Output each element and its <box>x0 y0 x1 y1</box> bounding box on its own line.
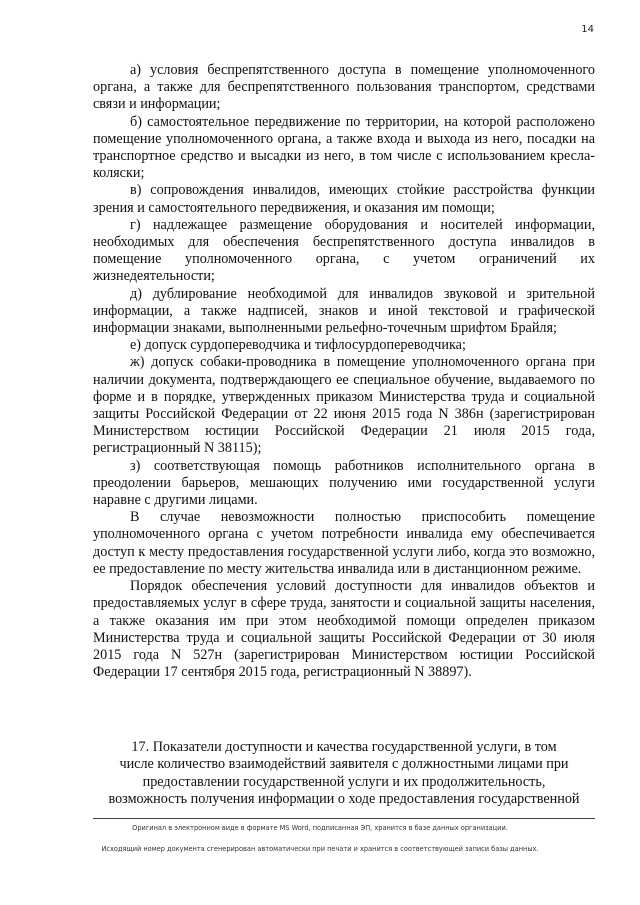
footer-outgoing-number-note: Исходящий номер документа сгенерирован автоматически при печати и хранится в соответствующей записи базы данных. <box>101 845 539 853</box>
paragraph-zh: ж) допуск собаки-проводника в помещение уполномоченного органа при наличии документа, подтверждающего ее специальное обучение, выдаваемого по форме и в порядке, утвержденных приказом Министерства труда и социальной защиты Российской Федерации от 22 июня 2015 года N 386н (зарегистрирован Министерством юстиции Российской Федерации 21 июля 2015 года, регистрационный N 38115); <box>93 354 595 457</box>
heading-line: предоставлении государственной услуги и их продолжительность, <box>142 773 546 790</box>
footer-original-note: Оригинал в электронном виде в формате MS Word, подписанная ЭП, хранится в базе данных организации. <box>132 824 508 832</box>
paragraph-v: в) сопровождения инвалидов, имеющих стойкие расстройства функции зрения и самостоятельного передвижения, и оказания им помощи; <box>93 182 595 216</box>
heading-line: числе количество взаимодействий заявителя с должностными лицами при <box>119 756 569 773</box>
paragraph-impossibility: В случае невозможности полностью приспособить помещение уполномоченного органа с учетом потребности инвалида ему обеспечивается доступ к месту предоставления государственной услуги либо, когда это возможно, ее предоставление по месту жительства инвалида или в дистанционном режиме. <box>93 509 595 577</box>
section-17-heading <box>93 739 595 809</box>
heading-line: возможность получения информации о ходе предоставления государственной <box>108 791 580 808</box>
paragraph-b: б) самостоятельное передвижение по территории, на которой расположено помещение уполномоченного органа, а также входа и выхода из него, посадки на транспортное средство и высадки из него, в том числе с использованием кресла-коляски; <box>93 113 595 182</box>
paragraph-procedure: Порядок обеспечения условий доступности для инвалидов объектов и предоставляемых услуг в сфере труда, занятости и социальной защиты населения, а также оказания им при этом необходимой помощи определен приказом Министерства труда и социальной защиты Российской Федерации от 30 июля 2015 года N 527н (зарегистрирован Министерством юстиции Российской Федерации 17 сентября 2015 года, регистрационный N 38897). <box>93 578 595 681</box>
heading-line: 17. Показатели доступности и качества государственной услуги, в том <box>131 739 557 755</box>
paragraph-z: з) соответствующая помощь работников исполнительного органа в преодолении барьеров, мешающих получению ими государственной услуги наравне с другими лицами. <box>93 457 595 509</box>
page-number: 14 <box>581 24 594 35</box>
paragraph-e: е) допуск сурдопереводчика и тифлосурдопереводчика; <box>130 337 466 354</box>
paragraph-a: а) условия беспрепятственного доступа в помещение уполномоченного органа, а также для беспрепятственного пользования транспортом, средствами связи и информации; <box>93 62 595 113</box>
paragraph-d: д) дублирование необходимой для инвалидов звуковой и зрительной информации, а также надписей, знаков и иной текстовой и графической информации знаками, выполненными рельефно-точечным шрифтом Брайля; <box>93 285 595 337</box>
paragraph-g: г) надлежащее размещение оборудования и носителей информации, необходимых для обеспечения беспрепятственного доступа инвалидов в помещение уполномоченного органа, с учетом ограничений их жизнедеятельности; <box>93 216 595 285</box>
document-body <box>93 62 595 681</box>
footer-divider <box>93 818 595 819</box>
